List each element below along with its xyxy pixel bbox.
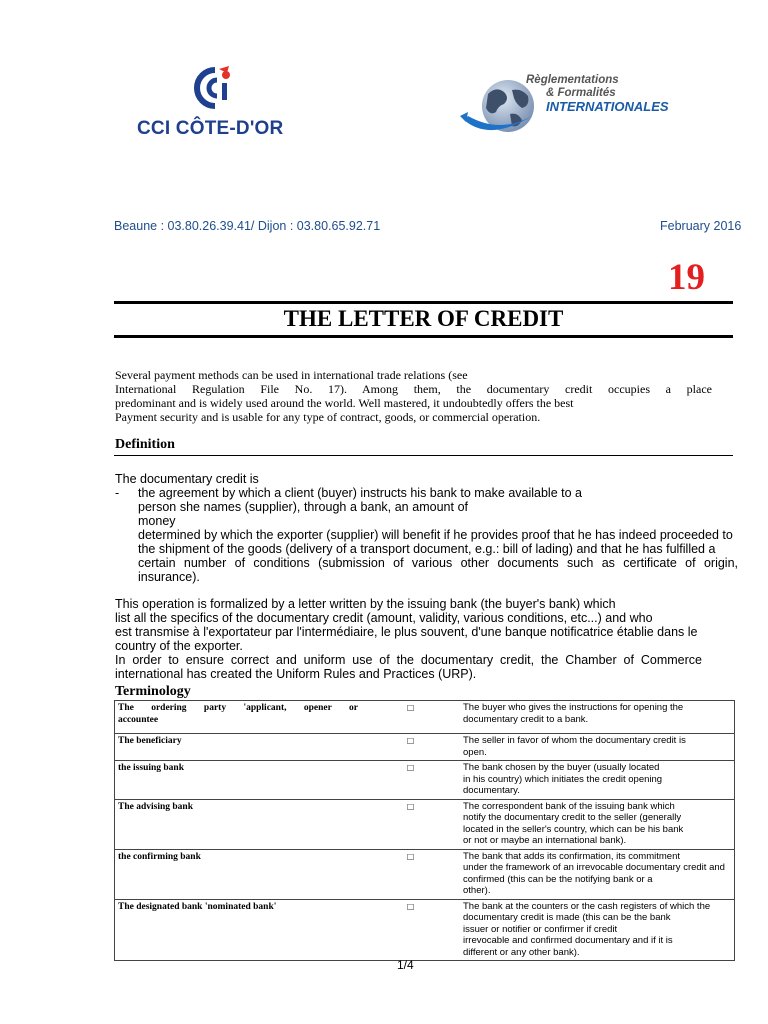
- definition-lead: The documentary credit is: [115, 472, 259, 486]
- title-rule-bottom: [114, 335, 733, 338]
- description-line: documentary.: [463, 785, 520, 796]
- table-row: [115, 734, 735, 761]
- checkbox-symbol-icon: □: [361, 849, 460, 899]
- term-cell: [115, 701, 362, 734]
- table-row: [115, 701, 735, 734]
- definition-body: [115, 472, 745, 681]
- description-line: The bank that adds its confirmation, its commitment: [463, 850, 681, 862]
- cci-logo: [137, 66, 297, 142]
- page-title: THE LETTER OF CREDIT: [283, 306, 564, 331]
- intro-line: International Regulation File No. 17). Among them, the documentary credit occupies a place: [115, 382, 712, 396]
- description-line: confirmed (this can be the notifying bank or a: [463, 873, 653, 885]
- cci-logo-mark-icon: [189, 66, 243, 110]
- definition-bullet-line: certain number of conditions (submission of various other documents such as certificate of origin,: [138, 556, 738, 570]
- term-description: [460, 799, 735, 849]
- definition-paragraph-line: est transmise à l'exportateur par l'intermédiaire, le plus souvent, d'une banque notificatrice établie dans le: [115, 625, 698, 639]
- term-name: The designated bank 'nominated bank': [118, 901, 277, 912]
- table-row: [115, 899, 735, 961]
- rfi-logo-line3: INTERNATIONALES: [546, 99, 669, 114]
- file-number: 19: [668, 257, 705, 298]
- definition-paragraph-line: country of the exporter.: [115, 639, 243, 653]
- term-cell: [115, 799, 362, 849]
- term-description: [460, 761, 735, 800]
- checkbox-symbol-icon: □: [361, 761, 460, 800]
- term-name: the confirming bank: [118, 851, 201, 862]
- description-line: located in the seller's country, which can be his bank: [463, 823, 684, 835]
- description-line: The correspondent bank of the issuing bank which: [463, 800, 675, 812]
- definition-bullet-line: the agreement by which a client (buyer) instructs his bank to make available to a: [138, 486, 582, 500]
- term-name: The ordering party 'applicant, opener or: [118, 703, 358, 713]
- description-line: notify the documentary credit to the seller (generally: [463, 812, 682, 823]
- term-name: The beneficiary: [118, 736, 182, 746]
- description-line: issuer or notifier or confirmer if credit: [463, 923, 618, 935]
- description-line: irrevocable and confirmed documentary and if it is: [463, 935, 673, 946]
- intro-line: predominant and is widely used around the world. Well mastered, it undoubtedly offers the best: [115, 396, 574, 410]
- description-line: The seller in favor of whom the documentary credit is: [463, 735, 686, 746]
- checkbox-symbol-icon: □: [361, 799, 460, 849]
- description-line: in his country) which initiates the credit opening: [463, 773, 663, 785]
- checkbox-symbol-icon: □: [361, 701, 460, 734]
- definition-paragraph-line: list all the specifics of the documentary credit (amount, validity, various conditions, etc...) and who: [115, 611, 653, 625]
- definition-rule: [114, 455, 733, 456]
- intro-paragraph: [115, 368, 712, 424]
- rfi-logo-line2: & Formalités: [546, 87, 616, 99]
- checkbox-symbol-icon: □: [361, 734, 460, 761]
- intro-line: Payment security and is usable for any type of contract, goods, or commercial operation.: [115, 410, 541, 424]
- definition-bullet: [115, 486, 745, 584]
- document-date: February 2016: [660, 219, 742, 233]
- term-description: [460, 899, 735, 961]
- contact-phones: Beaune : 03.80.26.39.41/ Dijon : 03.80.65.92.71: [114, 219, 381, 233]
- description-line: The bank at the counters or the cash registers of which the: [463, 900, 711, 912]
- definition-heading: Definition: [115, 437, 175, 452]
- page-number: 1/4: [397, 958, 414, 972]
- rfi-logo: [460, 72, 675, 142]
- description-line: different or any other bank).: [463, 946, 580, 958]
- term-name: The advising bank: [118, 801, 193, 812]
- definition-bullet-line: person she names (supplier), through a bank, an amount of money: [138, 500, 468, 528]
- checkbox-symbol-icon: □: [361, 899, 460, 961]
- bullet-dash: -: [115, 486, 120, 500]
- term-description: [460, 734, 735, 761]
- term-description: [460, 701, 735, 734]
- cci-logo-text: CCI CÔTE-D'OR: [137, 118, 284, 139]
- description-line: other).: [463, 885, 491, 896]
- description-line: documentary credit is made (this can be the bank: [463, 912, 671, 923]
- term-cell: [115, 761, 362, 800]
- description-line: or not or maybe an international bank).: [463, 835, 627, 846]
- description-line: The buyer who gives the instructions for opening the: [463, 702, 684, 713]
- term-description: [460, 849, 735, 899]
- table-row: [115, 799, 735, 849]
- term-name-cont: accountee: [118, 715, 159, 725]
- table-row: [115, 761, 735, 800]
- definition-paragraph-line: international has created the Uniform Rules and Practices (URP).: [115, 667, 477, 681]
- definition-bullet-line: determined by which the exporter (supplier) will benefit if he provides proof that he has indeed proceeded to: [138, 528, 733, 542]
- term-name: the issuing bank: [118, 763, 185, 773]
- terminology-heading: Terminology: [115, 684, 191, 699]
- definition-paragraph-line: This operation is formalized by a letter written by the issuing bank (the buyer's bank) which: [115, 597, 616, 611]
- definition-paragraph-line: In order to ensure correct and uniform use of the documentary credit, the Chamber of Commerce: [115, 653, 702, 667]
- description-line: open.: [463, 746, 487, 758]
- term-cell: [115, 899, 362, 961]
- description-line: The bank chosen by the buyer (usually located: [463, 762, 660, 773]
- title-rule-top: [114, 301, 733, 304]
- description-line: under the framework of an irrevocable documentary credit and: [463, 862, 725, 873]
- intro-line: Several payment methods can be used in international trade relations (see: [115, 368, 468, 382]
- terminology-table-wrap: [114, 700, 735, 961]
- terminology-table: [114, 700, 735, 961]
- definition-bullet-line: insurance).: [138, 570, 200, 584]
- table-row: [115, 849, 735, 899]
- term-cell: [115, 734, 362, 761]
- term-cell: [115, 849, 362, 899]
- definition-bullet-line: the shipment of the goods (delivery of a transport document, e.g.: bill of lading) and that he has fulfilled a: [138, 542, 716, 556]
- description-line: documentary credit to a bank.: [463, 713, 589, 725]
- rfi-logo-line1: Règlementations: [526, 74, 619, 86]
